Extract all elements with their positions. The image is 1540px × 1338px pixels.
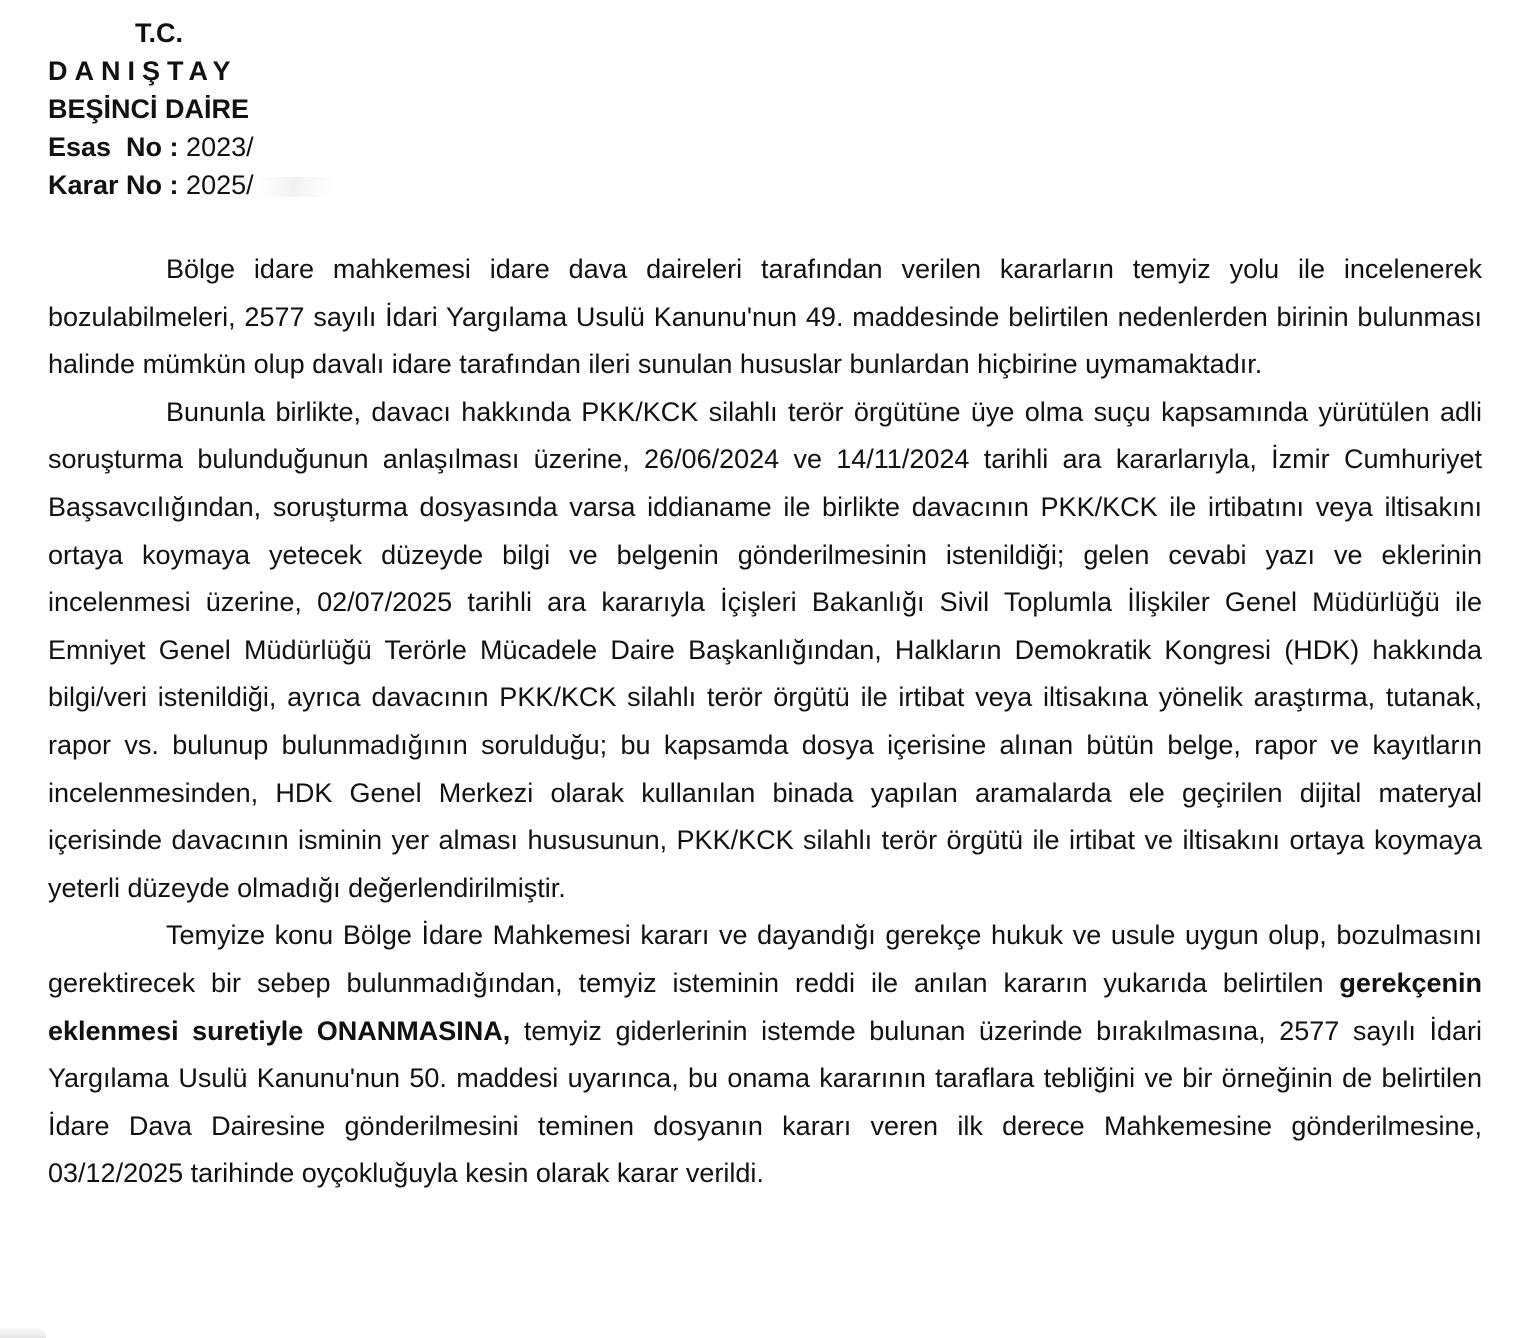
esas-label: Esas No : [48, 132, 187, 162]
republic-abbreviation: T.C. [135, 18, 184, 48]
paragraph-1: Bölge idare mahkemesi idare dava daireleri tarafından verilen kararların temyiz yolu ile incelenerek bozulabilmeleri, 2577 sayılı İdari Yargılama Usulü Kanunu'nun 49. maddesinde belirtilen nedenlerden birinin bulunması halinde mümkün olup davalı idare tarafından ileri sunulan hususlar bunlardan hiçbirine uymamaktadır. [48, 254, 1482, 380]
esas-value: 2023/ [186, 132, 254, 162]
karar-label: Karar No : [48, 170, 187, 200]
paragraph-3-text-b: temyiz giderlerinin istemde bulunan üzerinde bırakılmasına, 2577 sayılı İdari Yargılama Usulü Kanunu'nun 50. maddesi uyarınca, bu onama kararının taraflara tebliğini ve bir örneğinin de belirtilen İdare Dava Dairesine gönderilmesini teminen dosyanın kararı veren ilk derece Mahkemesine gönderilmesine, 03/12/2025 tarihinde oyçokluğuyla kesin olarak karar verildi. [48, 1015, 1483, 1189]
esas-number-row [48, 128, 334, 166]
karar-value: 2025/ [186, 170, 254, 200]
document-header [48, 14, 334, 204]
paragraph-3 [48, 912, 1482, 1198]
karar-number-row [48, 166, 334, 204]
redacted-area [254, 177, 334, 197]
chamber-name: BEŞİNCİ DAİRE [48, 94, 250, 124]
decision-body [48, 246, 1482, 1198]
paragraph-3-bold-ruling: gerekçenin eklenmesi suretiyle ONANMASINA, [48, 967, 1482, 1046]
court-name: DANIŞTAY [48, 56, 238, 86]
paragraph-2: Bununla birlikte, davacı hakkında PKK/KCK silahlı terör örgütüne üye olma suçu kapsamında yürütülen adli soruşturma bulunduğunun anlaşılması üzerine, 26/06/2024 ve 14/11/2024 tarihli ara kararlarıyla, İzmir Cumhuriyet Başsavcılığından, soruşturma dosyasında varsa iddianame ile birlikte davacının PKK/KCK ile irtibatını veya iltisakını ortaya koymaya yetecek düzeyde bilgi ve belgenin gönderilmesinin istenildiği; gelen cevabi yazı ve eklerinin incelenmesi üzerine, 02/07/2025 tarihli ara kararıyla İçişleri Bakanlığı Sivil Toplumla İlişkiler Genel Müdürlüğü ile Emniyet Genel Müdürlüğü Terörle Mücadele Daire Başkanlığından, Halkların Demokratik Kongresi (HDK) hakkında bilgi/veri istenildiği, ayrıca davacının PKK/KCK silahlı terör örgütü ile irtibat veya iltisakına yönelik araştırma, tutanak, rapor vs. bulunup bulunmadığının sorulduğu; bu kapsamda dosya içerisine alınan bütün belge, rapor ve kayıtların incelenmesinden, HDK Genel Merkezi olarak kullanılan binada yapılan aramalarda ele geçirilen dijital materyal içerisinde davacının isminin yer alması hususunun, PKK/KCK silahlı terör örgütü ile irtibat ve iltisakını ortaya koymaya yeterli düzeyde olmadığı değerlendirilmiştir. [48, 396, 1482, 903]
page-corner-shadow [0, 1326, 46, 1338]
paragraph-3-text-a: Temyize konu Bölge İdare Mahkemesi kararı ve dayandığı gerekçe hukuk ve usule uygun olup, bozulmasını gerektirecek bir sebep bulunmadığından, temyiz isteminin reddi ile anılan kararın yukarıda belirtilen [48, 920, 1482, 998]
